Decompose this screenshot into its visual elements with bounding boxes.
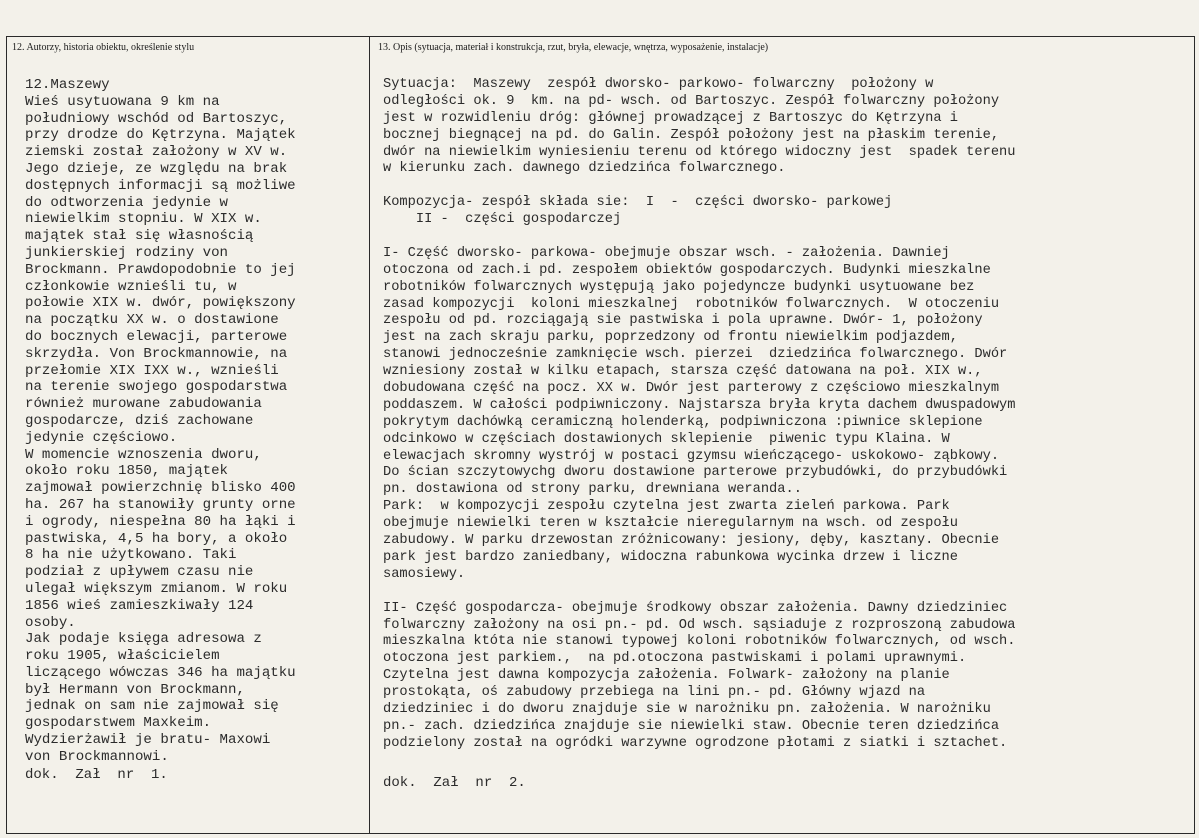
description-text-line: podzielony został na ogródki warzywne ogrodzone płotami z siatki i sztachet. <box>383 735 1008 751</box>
description-text-line <box>383 584 1015 601</box>
history-text-line: 12.Maszewy <box>25 77 110 93</box>
description-text-line: I- Część dworsko- parkowa- obejmuje obszar wsch. - założenia. Dawniej <box>383 245 950 261</box>
description-text-line: otoczona od zach.i pd. zespołem obiektów gospodarczych. Budynki mieszkalne <box>383 262 991 278</box>
description-text-line: zespołu od pd. rozciągają sie pastwiska i pola uprawne. Dwór- 1, położony <box>383 313 983 329</box>
description-text-line: w kierunku zach. dawnego dziedzińca folwarcznego. <box>383 161 786 177</box>
history-text-line: Brockmann. Prawdopodobnie to jej <box>25 261 296 278</box>
description-text-line: robotników folwarcznych występują jako pojedyncze budynki usytuowane bez <box>383 279 975 295</box>
description-text-line: obejmuje niewielki teren w kształcie nieregularnym na wsch. od zespołu <box>383 516 958 532</box>
description-text-line: bocznej biegnącej na pd. do Galin. Zespół położony jest na płaskim terenie, <box>383 127 1000 143</box>
description-text-line: dziedziniec i do dworu znajduje sie w narożniku pn. założenia. W narożniku <box>383 701 991 717</box>
history-text-line: junkierskiej rodziny von <box>25 244 228 261</box>
history-text-line: do bocznych elewacji, parterowe <box>25 328 288 345</box>
history-text-line: von Brockmannowi. <box>25 748 169 765</box>
description-text-line: odcinkowo w częściach dostawionych sklepienie piwenic typu Klaina. W <box>383 431 950 447</box>
attachment-ref-1: dok. Zał nr 1. <box>25 767 168 783</box>
description-text-line: jest w rozwidleniu dróg: głównej prowadzącej z Bartoszyc do Kętrzyna i <box>383 110 958 126</box>
description-text-line: prostokąta, oś zabudowy przebiega na lini pn.- pd. Główny wjazd na <box>383 685 926 701</box>
history-text-line: Jak podaje księga adresowa z <box>25 631 262 648</box>
history-text-line: gospodarcze, dziś zachowane <box>25 412 254 429</box>
description-text-line: Czytelna jest dawna kompozycja założenia. Folwark- założony na planie <box>383 668 950 684</box>
description-text-line: Sytuacja: Maszewy zespół dworsko- parkowo- folwarczny położony w <box>383 77 934 92</box>
history-text-line: Wydzierżawił je bratu- Maxowi <box>25 732 271 749</box>
history-text <box>25 77 296 766</box>
history-text-line: połowie XIX w. dwór, powiększony <box>25 295 296 312</box>
description-text-line: Park: w kompozycji zespołu czytelna jest zwarta zieleń parkowa. Park <box>383 499 950 515</box>
history-text-line: Jego dzieje, ze względu na brak <box>25 160 288 177</box>
history-text-line: majątek stał się własnością <box>25 228 254 245</box>
history-text-line: członkowie wznieśli tu, w <box>25 278 237 295</box>
section-12-header: 12. Autorzy, historia obiektu, określenie stylu <box>12 42 195 53</box>
history-text-line: liczącego wówczas 346 ha majątku <box>25 664 296 681</box>
description-text-line: zabudowy. W parku drzewostan zróżnicowany: jesiony, dęby, kasztany. Obecnie <box>383 533 1000 549</box>
description-text <box>383 77 1015 753</box>
history-text-line: około roku 1850, majątek <box>25 463 228 480</box>
history-text-line: i ogrody, niespełna 80 ha łąki i <box>25 513 296 530</box>
history-text-line: dostępnych informacji są możliwe <box>25 177 296 194</box>
description-text-line <box>383 229 1015 246</box>
history-text-line: ziemski został założony w XV w. <box>25 144 288 161</box>
history-text-line: 1856 wieś zamieszkiwały 124 <box>25 597 254 614</box>
description-text-line: samosiewy. <box>383 566 466 582</box>
description-text-line: park jest bardzo zaniedbany, widoczna rabunkowa wycinka drzew i liczne <box>383 549 958 565</box>
column-divider <box>369 36 370 834</box>
description-text-line: Do ścian szczytowychg dworu dostawione parterowe przybudówki, do przybudówki <box>383 465 1008 481</box>
history-text-line: przełomie XIX IXX w., wznieśli <box>25 362 279 379</box>
history-text-line: osoby. <box>25 614 76 631</box>
description-text-line: poddaszem. W całości podpiwniczony. Najstarsza bryła kryta dachem dwuspadowym <box>383 397 1016 413</box>
history-text-line: ulegał większym zmianom. W roku <box>25 580 288 597</box>
history-text-line: podział z upływem czasu nie <box>25 564 254 581</box>
history-text-line: pastwiska, 4,5 ha bory, a około <box>25 530 288 547</box>
history-text-line: skrzydła. Von Brockmannowie, na <box>25 345 288 362</box>
attachment-ref-2: dok. Zał nr 2. <box>383 775 526 791</box>
history-text-line: 8 ha nie użytkowano. Taki <box>25 547 237 564</box>
description-text-line: mieszkalna któta nie stanowi typowej koloni robotników folwarcznych, od wsch. <box>383 634 1016 650</box>
history-text-line: Wieś usytuowana 9 km na <box>25 93 220 110</box>
history-text-line: również murowane zabudowania <box>25 396 262 413</box>
history-text-line: na terenie swojego gospodarstwa <box>25 379 288 396</box>
description-text-line: wzniesiony został w kilku etapach, starsza część datowana na poł. XIX w., <box>383 364 983 380</box>
description-text-line: II- Część gospodarcza- obejmuje środkowy obszar założenia. Dawny dziedziniec <box>383 600 1008 616</box>
history-text-line: przy drodze do Kętrzyna. Majątek <box>25 127 296 144</box>
description-text-line: stanowi jednocześnie zamknięcie wsch. pierzei dziedzińca folwarcznego. Dwór <box>383 347 1008 363</box>
history-text-line: roku 1905, właścicielem <box>25 648 220 665</box>
history-text-line: południowy wschód od Bartoszyc, <box>25 110 288 127</box>
history-text-line: W momencie wznoszenia dworu, <box>25 446 262 463</box>
history-text-line: był Hermann von Brockmann, <box>25 681 245 698</box>
description-text-line: elewacjach skromny wystrój w postaci gzymsu wieńczącego- uskokowo- ząbkowy. <box>383 448 1000 464</box>
description-text-line: dwór na niewielkim wyniesieniu terenu od którego widoczny jest spadek terenu <box>383 144 1016 160</box>
description-text-line: otoczona jest parkiem., na pd.otoczona pastwiskami i polami uprawnymi. <box>383 651 967 667</box>
description-text-line: pn. dostawiona od strony parku, drewniana weranda.. <box>383 482 802 498</box>
history-text-line: na początku XX w. o dostawione <box>25 312 279 329</box>
description-text-line: pokrytym dachówką ceramiczną holenderką, podpiwniczona :piwnice sklepione <box>383 414 983 430</box>
description-text-line: odległości ok. 9 km. na pd- wsch. od Bartoszyc. Zespół folwarczny położony <box>383 93 1000 109</box>
history-text-line: do odtworzenia jedynie w <box>25 194 228 211</box>
description-text-line: II - części gospodarczej <box>383 212 622 228</box>
history-text-line: ha. 267 ha stanowiły grunty orne <box>25 496 296 513</box>
section-13-header: 13. Opis (sytuacja, materiał i konstrukcja, rzut, bryła, elewacje, wnętrza, wyposażenie, instalacje) <box>378 42 769 53</box>
history-text-line: zajmował powierzchnię blisko 400 <box>25 480 296 497</box>
history-text-line: niewielkim stopniu. W XIX w. <box>25 211 262 228</box>
description-text-line: pn.- zach. dziedzińca znajduje sie niewielki staw. Obecnie teren dziedzińca <box>383 718 1000 734</box>
description-text-line: dobudowana część na pocz. XX w. Dwór jest parterowy z częściowo mieszkalnym <box>383 381 1000 397</box>
description-text-line: zasad kompozycji koloni mieszkalnej robotników folwarcznych. W otoczeniu <box>383 296 1000 312</box>
description-text-line <box>383 178 1015 195</box>
description-text-line: jest na zach skraju parku, poprzedzony od frontu niewielkim podjazdem, <box>383 330 958 346</box>
history-text-line: jedynie częściowo. <box>25 429 178 446</box>
description-text-line: Kompozycja- zespół składa sie: I - części dworsko- parkowej <box>383 195 893 211</box>
description-text-line: folwarczny założony na osi pn.- pd. Od wsch. sąsiaduje z rozproszoną zabudowa <box>383 617 1016 633</box>
history-text-line: gospodarstwem Maxkeim. <box>25 715 212 732</box>
history-text-line: jednak on sam nie zajmował się <box>25 698 279 715</box>
